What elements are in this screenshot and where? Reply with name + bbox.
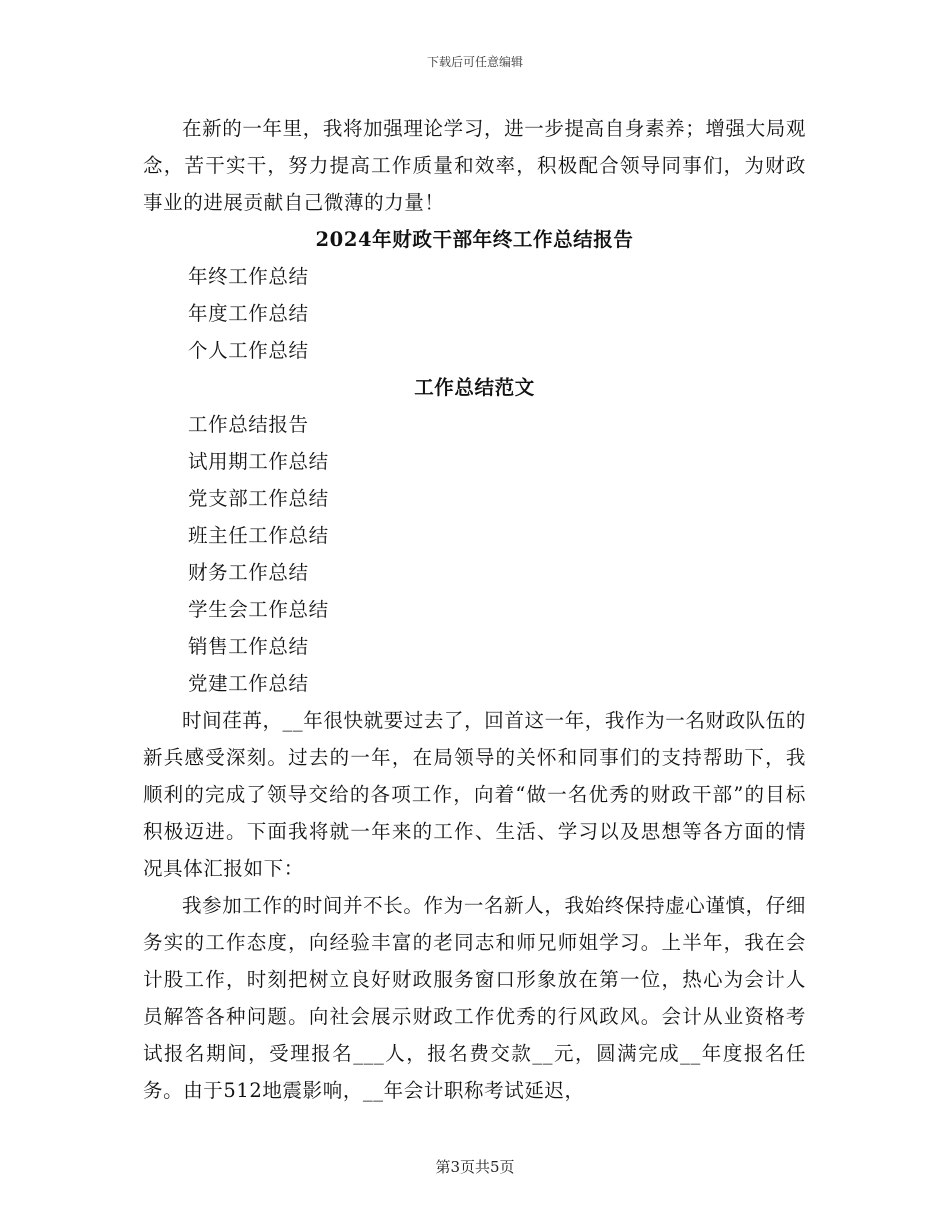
sample-link-item[interactable]: 党支部工作总结 — [188, 487, 329, 510]
sample-link-item[interactable]: 学生会工作总结 — [188, 598, 329, 621]
report-title: 2024年财政干部年终工作总结报告 — [315, 228, 634, 251]
related-link-item[interactable]: 个人工作总结 — [188, 339, 309, 362]
section-title: 工作总结范文 — [414, 376, 535, 399]
page-number: 第3页共5页 — [435, 1158, 515, 1176]
document-body — [143, 110, 806, 1109]
related-link-item[interactable]: 年度工作总结 — [188, 302, 309, 325]
sample-link-item[interactable]: 班主任工作总结 — [188, 524, 329, 547]
page-header: 下载后可任意编辑 — [426, 55, 523, 69]
sample-link-item[interactable]: 财务工作总结 — [188, 561, 309, 584]
sample-link-item[interactable]: 试用期工作总结 — [188, 450, 329, 473]
sample-link-item[interactable]: 销售工作总结 — [188, 635, 309, 658]
related-link-item[interactable]: 年终工作总结 — [188, 265, 309, 288]
sample-link-item[interactable]: 工作总结报告 — [188, 413, 309, 436]
sample-link-item[interactable]: 党建工作总结 — [188, 672, 309, 695]
intro-paragraph: 时间荏苒，__年很快就要过去了，回首这一年，我作为一名财政队伍的新兵感受深刻。过去的一年，在局领导的关怀和同事们的支持帮助下，我顺利的完成了领导交给的各项工作，向着“做一名优秀的财政干部”的目标积极迈进。下面我将就一年来的工作、生活、学习以及思想等各方面的情况具体汇报如下： — [143, 709, 806, 880]
closing-paragraph: 在新的一年里，我将加强理论学习，进一步提高自身素养；增强大局观念，苦干实干，努力提高工作质量和效率，积极配合领导同事们，为财政事业的进展贡献自己微薄的力量！ — [143, 117, 806, 214]
work-paragraph: 我参加工作的时间并不长。作为一名新人，我始终保持虚心谨慎，仔细务实的工作态度，向经验丰富的老同志和师兄师姐学习。上半年，我在会计股工作，时刻把树立良好财政服务窗口形象放在第一位，热心为会计人员解答各种问题。向社会展示财政工作优秀的行风政风。会计从业资格考试报名期间，受理报名___人，报名费交款__元，圆满完成__年度报名任务。由于512地震影响，__年会计职称考试延迟， — [143, 894, 807, 1102]
